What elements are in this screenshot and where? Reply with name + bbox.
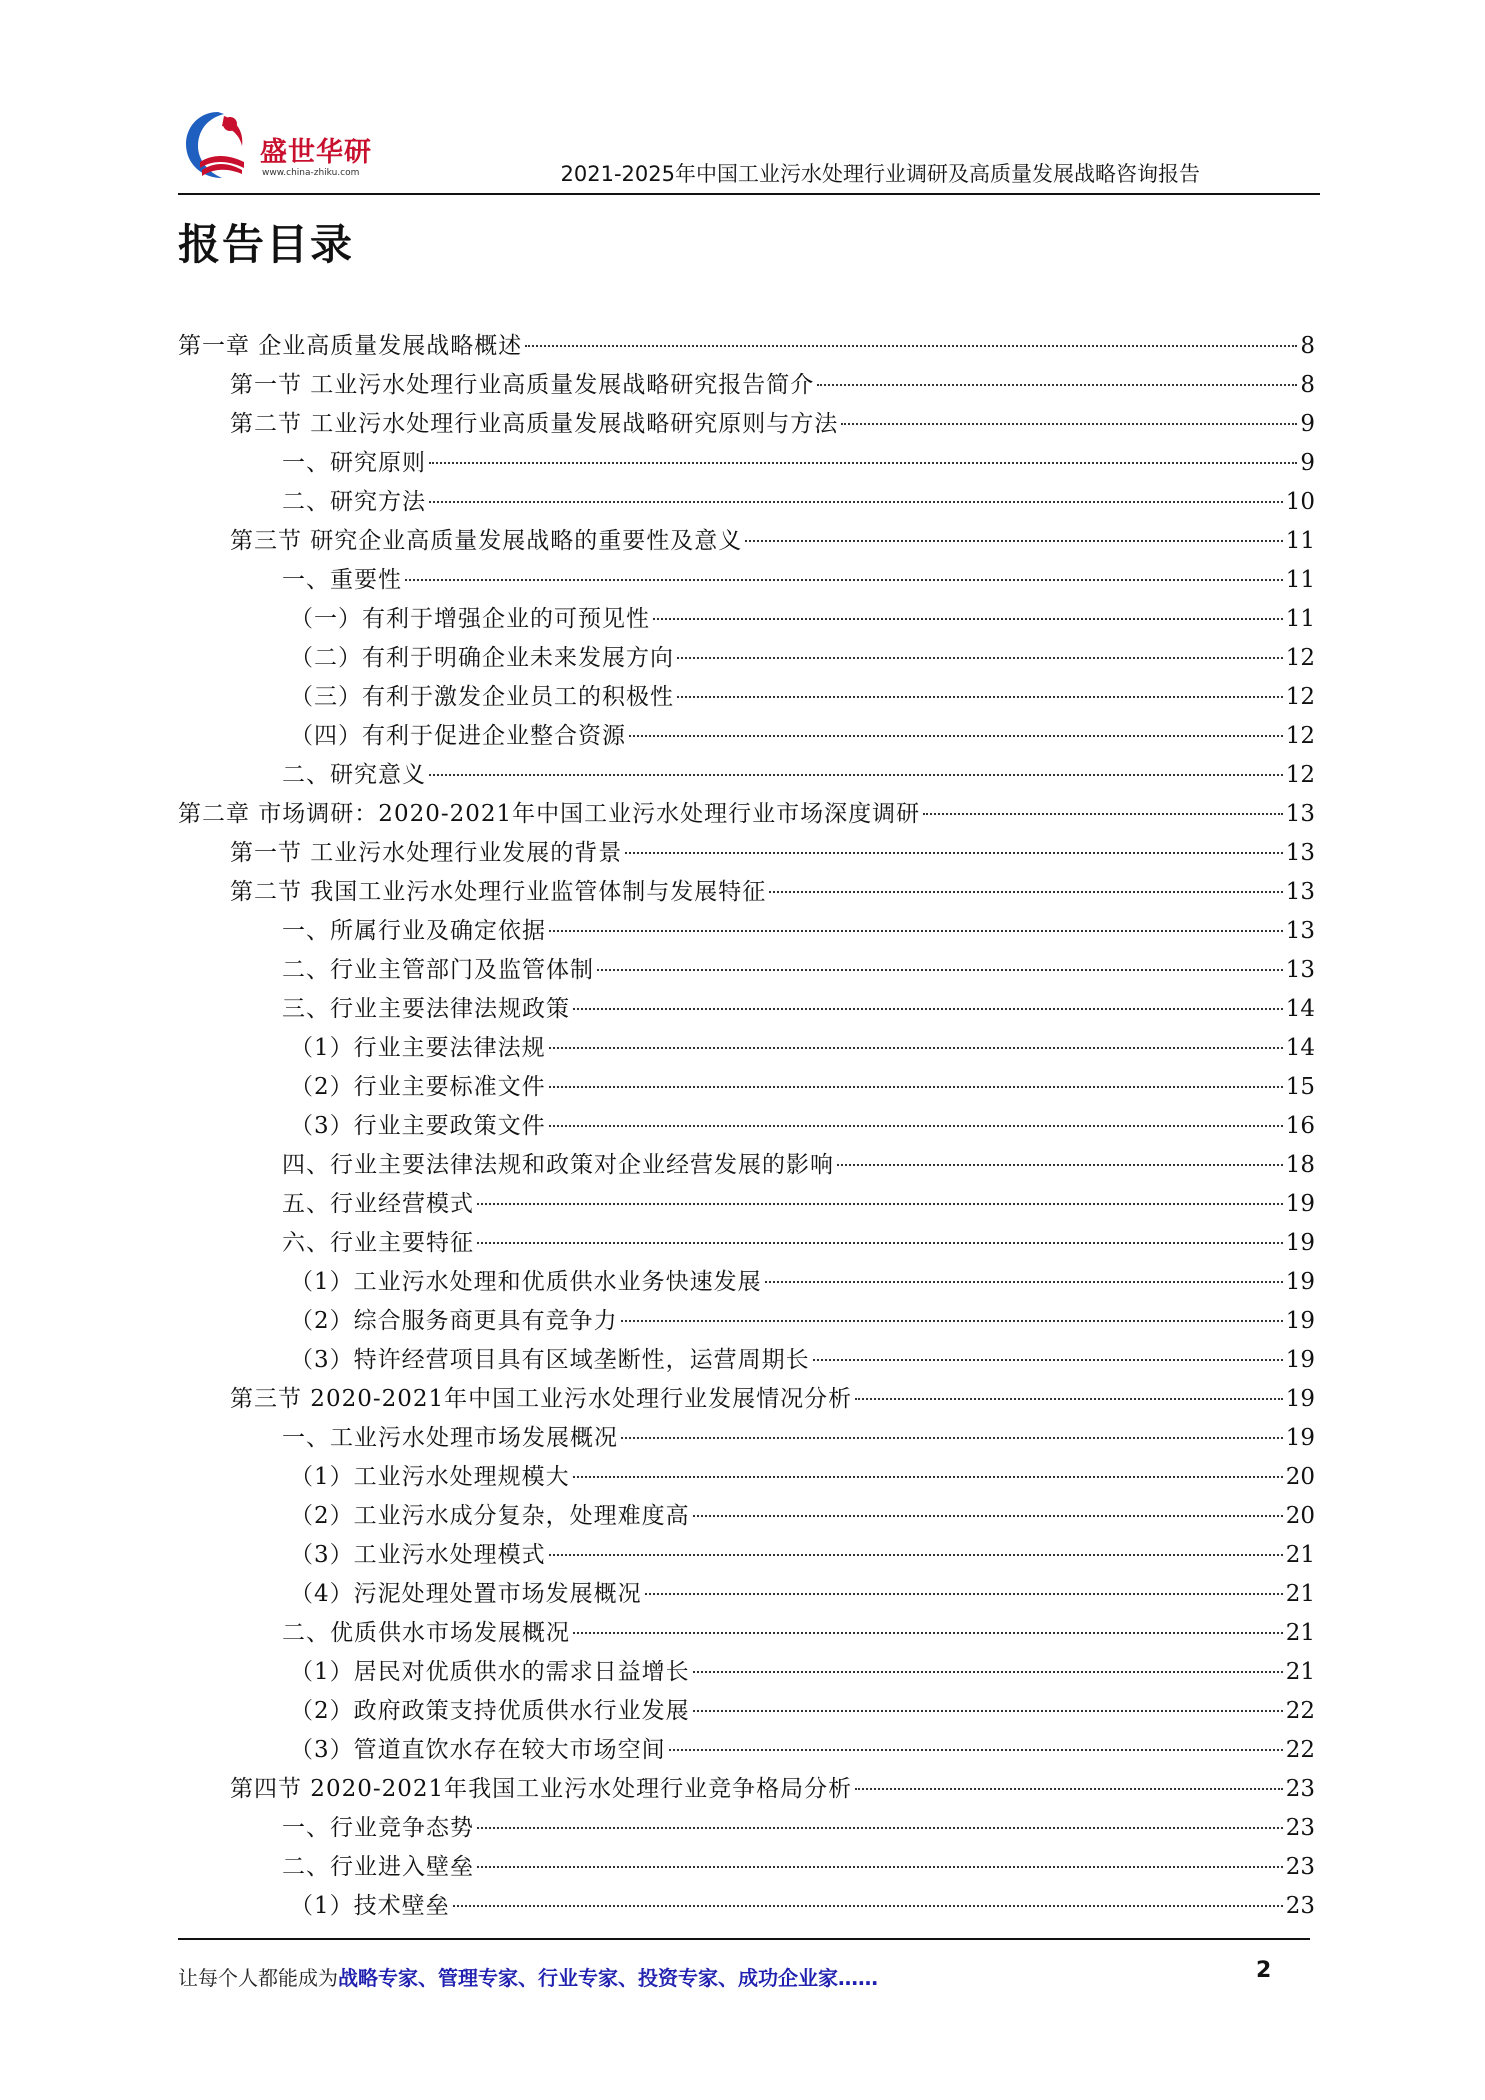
toc-leader-dots	[573, 1008, 1283, 1010]
toc-entry-page: 13	[1285, 957, 1315, 983]
toc-entry-page: 8	[1300, 372, 1315, 398]
toc-entry[interactable]	[178, 522, 1315, 561]
toc-entry-title: 一、重要性	[282, 567, 402, 593]
toc-entry-title: （3）特许经营项目具有区域垄断性，运营周期长	[290, 1347, 810, 1373]
toc-entry-page: 11	[1285, 606, 1315, 632]
toc-entry-title: （3）管道直饮水存在较大市场空间	[290, 1737, 666, 1763]
toc-entry-page: 19	[1285, 1308, 1315, 1334]
toc-entry[interactable]	[178, 717, 1315, 756]
toc-entry-page: 11	[1285, 528, 1315, 554]
toc-leader-dots	[621, 1320, 1283, 1322]
toc-entry-page: 19	[1285, 1347, 1315, 1373]
toc-entry-title: 五、行业经营模式	[282, 1191, 474, 1217]
toc-entry-title: 二、行业主管部门及监管体制	[282, 957, 594, 983]
toc-entry-title: （1）技术壁垒	[290, 1893, 450, 1919]
toc-entry-title: （2）政府政策支持优质供水行业发展	[290, 1698, 690, 1724]
toc-leader-dots	[549, 1554, 1283, 1556]
toc-entry[interactable]	[178, 1653, 1315, 1692]
toc-entry-title: 三、行业主要法律法规政策	[282, 996, 570, 1022]
toc-leader-dots	[841, 423, 1297, 425]
toc-entry-title: 一、研究原则	[282, 450, 426, 476]
toc-leader-dots	[645, 1593, 1283, 1595]
toc-entry-title: 一、所属行业及确定依据	[282, 918, 546, 944]
logo-text: 盛世华研	[260, 137, 372, 168]
toc-entry-page: 19	[1285, 1191, 1315, 1217]
toc-entry-page: 13	[1285, 879, 1315, 905]
toc-entry[interactable]	[178, 1419, 1315, 1458]
toc-entry[interactable]	[178, 834, 1315, 873]
toc-entry-page: 20	[1285, 1503, 1315, 1529]
toc-leader-dots	[625, 852, 1282, 854]
toc-leader-dots	[621, 1437, 1283, 1439]
toc-entry-title: （1）居民对优质供水的需求日益增长	[290, 1659, 690, 1685]
toc-entry[interactable]	[178, 639, 1315, 678]
report-title: 2021-2025年中国工业污水处理行业调研及高质量发展战略咨询报告	[560, 162, 1200, 186]
toc-entry-title: 二、研究方法	[282, 489, 426, 515]
toc-entry[interactable]	[178, 1731, 1315, 1770]
toc-entry-page: 9	[1300, 450, 1315, 476]
toc-entry-title: 第二章 市场调研：2020-2021年中国工业污水处理行业市场深度调研	[178, 801, 921, 827]
toc-entry-page: 19	[1285, 1230, 1315, 1256]
toc-leader-dots	[453, 1905, 1283, 1907]
toc-entry[interactable]	[178, 561, 1315, 600]
toc-entry[interactable]	[178, 483, 1315, 522]
toc-leader-dots	[813, 1359, 1283, 1361]
toc-entry-page: 23	[1285, 1815, 1315, 1841]
toc-entry-page: 21	[1285, 1542, 1315, 1568]
toc-entry-title: 一、行业竞争态势	[282, 1815, 474, 1841]
toc-entry-page: 12	[1285, 684, 1315, 710]
toc-entry-title: 第一章 企业高质量发展战略概述	[178, 333, 523, 359]
toc-leader-dots	[549, 1125, 1283, 1127]
toc-entry-page: 18	[1285, 1152, 1315, 1178]
page-title: 报告目录	[178, 220, 355, 269]
toc-entry-title: 第一节 工业污水处理行业高质量发展战略研究报告简介	[230, 372, 815, 398]
toc-entry-title: （3）行业主要政策文件	[290, 1113, 546, 1139]
toc-entry[interactable]	[178, 1380, 1315, 1419]
toc-entry[interactable]	[178, 1614, 1315, 1653]
footer-divider	[178, 1938, 1310, 1940]
toc-leader-dots	[677, 657, 1283, 659]
toc-leader-dots	[429, 774, 1283, 776]
toc-entry-page: 12	[1285, 645, 1315, 671]
toc-entry[interactable]	[178, 1224, 1315, 1263]
toc-leader-dots	[693, 1515, 1283, 1517]
toc-leader-dots	[597, 969, 1283, 971]
toc-entry-page: 13	[1285, 840, 1315, 866]
toc-entry-page: 12	[1285, 723, 1315, 749]
toc-entry-title: 第三节 2020-2021年中国工业污水处理行业发展情况分析	[230, 1386, 853, 1412]
toc-entry[interactable]	[178, 600, 1315, 639]
toc-entry[interactable]	[178, 1692, 1315, 1731]
toc-entry-title: （1）工业污水处理规模大	[290, 1464, 570, 1490]
toc-entry[interactable]	[178, 756, 1315, 795]
toc-leader-dots	[477, 1242, 1283, 1244]
toc-entry-page: 12	[1285, 762, 1315, 788]
toc-entry-title: 二、研究意义	[282, 762, 426, 788]
toc-leader-dots	[669, 1749, 1283, 1751]
toc-entry-page: 10	[1285, 489, 1315, 515]
company-logo	[178, 106, 408, 186]
toc-leader-dots	[855, 1788, 1283, 1790]
toc-leader-dots	[477, 1866, 1283, 1868]
toc-entry[interactable]	[178, 1848, 1315, 1887]
toc-entry[interactable]	[178, 1263, 1315, 1302]
toc-leader-dots	[549, 1086, 1283, 1088]
toc-entry-title: 第一节 工业污水处理行业发展的背景	[230, 840, 623, 866]
toc-leader-dots	[693, 1671, 1283, 1673]
toc-entry-page: 22	[1285, 1698, 1315, 1724]
toc-entry-title: 第四节 2020-2021年我国工业污水处理行业竞争格局分析	[230, 1776, 853, 1802]
toc-entry[interactable]	[178, 1887, 1315, 1926]
footer-slogan-lead: 让每个人都能成为	[178, 1966, 338, 1990]
toc-leader-dots	[923, 813, 1283, 815]
toc-leader-dots	[693, 1710, 1283, 1712]
toc-entry-page: 19	[1285, 1386, 1315, 1412]
toc-entry[interactable]	[178, 1185, 1315, 1224]
toc-entry-title: 四、行业主要法律法规和政策对企业经营发展的影响	[282, 1152, 834, 1178]
toc-entry-page: 23	[1285, 1854, 1315, 1880]
toc-entry-page: 13	[1285, 918, 1315, 944]
toc-entry-page: 9	[1300, 411, 1315, 437]
toc-entry-title: （1）工业污水处理和优质供水业务快速发展	[290, 1269, 762, 1295]
toc-entry[interactable]	[178, 405, 1315, 444]
toc-leader-dots	[677, 696, 1283, 698]
toc-entry[interactable]	[178, 912, 1315, 951]
toc-entry[interactable]	[178, 1497, 1315, 1536]
toc-entry-title: （4）污泥处理处置市场发展概况	[290, 1581, 642, 1607]
toc-entry-title: （3）工业污水处理模式	[290, 1542, 546, 1568]
toc-entry[interactable]	[178, 1575, 1315, 1614]
toc-leader-dots	[525, 345, 1297, 347]
toc-entry[interactable]	[178, 795, 1315, 834]
toc-entry-page: 21	[1285, 1620, 1315, 1646]
toc-leader-dots	[429, 462, 1297, 464]
toc-entry[interactable]	[178, 1341, 1315, 1380]
toc-entry[interactable]	[178, 1146, 1315, 1185]
toc-entry-title: 二、行业进入壁垒	[282, 1854, 474, 1880]
toc-entry-title: （2）行业主要标准文件	[290, 1074, 546, 1100]
toc-entry-page: 22	[1285, 1737, 1315, 1763]
toc-entry[interactable]	[178, 1068, 1315, 1107]
toc-entry[interactable]	[178, 678, 1315, 717]
toc-entry-title: （1）行业主要法律法规	[290, 1035, 546, 1061]
toc-entry-page: 19	[1285, 1425, 1315, 1451]
toc-entry[interactable]	[178, 1458, 1315, 1497]
toc-entry-title: 二、优质供水市场发展概况	[282, 1620, 570, 1646]
toc-entry-title: 一、工业污水处理市场发展概况	[282, 1425, 618, 1451]
toc-leader-dots	[653, 618, 1283, 620]
toc-leader-dots	[629, 735, 1283, 737]
toc-entry-page: 23	[1285, 1776, 1315, 1802]
toc-entry-page: 20	[1285, 1464, 1315, 1490]
toc-entry-title: （三）有利于激发企业员工的积极性	[290, 684, 674, 710]
toc-leader-dots	[573, 1632, 1283, 1634]
toc-leader-dots	[817, 384, 1297, 386]
toc-entry-page: 11	[1285, 567, 1315, 593]
toc-entry-page: 15	[1285, 1074, 1315, 1100]
logo-url: www.china-zhiku.com	[262, 168, 360, 178]
toc-entry-title: 第二节 我国工业污水处理行业监管体制与发展特征	[230, 879, 767, 905]
toc-entry-page: 14	[1285, 996, 1315, 1022]
toc-entry-title: （四）有利于促进企业整合资源	[290, 723, 626, 749]
toc-entry-title: 第二节 工业污水处理行业高质量发展战略研究原则与方法	[230, 411, 839, 437]
toc-entry-page: 8	[1300, 333, 1315, 359]
toc-leader-dots	[765, 1281, 1283, 1283]
toc-entry[interactable]	[178, 873, 1315, 912]
page-header	[178, 100, 1320, 195]
toc-entry[interactable]	[178, 951, 1315, 990]
toc-entry[interactable]	[178, 1536, 1315, 1575]
toc-entry[interactable]	[178, 444, 1315, 483]
toc-leader-dots	[573, 1476, 1283, 1478]
toc-leader-dots	[745, 540, 1282, 542]
toc-leader-dots	[549, 930, 1283, 932]
toc-entry[interactable]	[178, 1302, 1315, 1341]
toc-entry-title: （2）综合服务商更具有竞争力	[290, 1308, 618, 1334]
toc-leader-dots	[549, 1047, 1283, 1049]
toc-entry[interactable]	[178, 327, 1315, 366]
footer-slogan-accent: 战略专家、管理专家、行业专家、投资专家、成功企业家……	[338, 1966, 878, 1990]
header-divider	[178, 193, 1320, 195]
toc-leader-dots	[769, 891, 1282, 893]
toc-entry-page: 19	[1285, 1269, 1315, 1295]
toc-entry[interactable]	[178, 1107, 1315, 1146]
toc-entry-title: 第三节 研究企业高质量发展战略的重要性及意义	[230, 528, 743, 554]
page-number: 2	[1256, 1958, 1272, 1983]
toc-entry-page: 16	[1285, 1113, 1315, 1139]
toc-leader-dots	[429, 501, 1283, 503]
toc-leader-dots	[405, 579, 1283, 581]
toc-entry-page: 21	[1285, 1581, 1315, 1607]
toc-entry[interactable]	[178, 1029, 1315, 1068]
toc-entry[interactable]	[178, 366, 1315, 405]
toc-entry-page: 14	[1285, 1035, 1315, 1061]
toc-leader-dots	[837, 1164, 1283, 1166]
toc-entry[interactable]	[178, 990, 1315, 1029]
toc-entry-page: 21	[1285, 1659, 1315, 1685]
toc-entry-page: 23	[1285, 1893, 1315, 1919]
toc-entry-title: （2）工业污水成分复杂，处理难度高	[290, 1503, 690, 1529]
toc-entry-page: 13	[1285, 801, 1315, 827]
table-of-contents	[178, 327, 1315, 1926]
toc-entry-title: （一）有利于增强企业的可预见性	[290, 606, 650, 632]
logo-emblem-icon	[178, 106, 256, 186]
toc-leader-dots	[477, 1827, 1283, 1829]
toc-leader-dots	[855, 1398, 1283, 1400]
toc-entry-title: 六、行业主要特征	[282, 1230, 474, 1256]
footer-slogan	[178, 1962, 878, 1991]
toc-leader-dots	[477, 1203, 1283, 1205]
toc-entry[interactable]	[178, 1809, 1315, 1848]
toc-entry-title: （二）有利于明确企业未来发展方向	[290, 645, 674, 671]
toc-entry[interactable]	[178, 1770, 1315, 1809]
